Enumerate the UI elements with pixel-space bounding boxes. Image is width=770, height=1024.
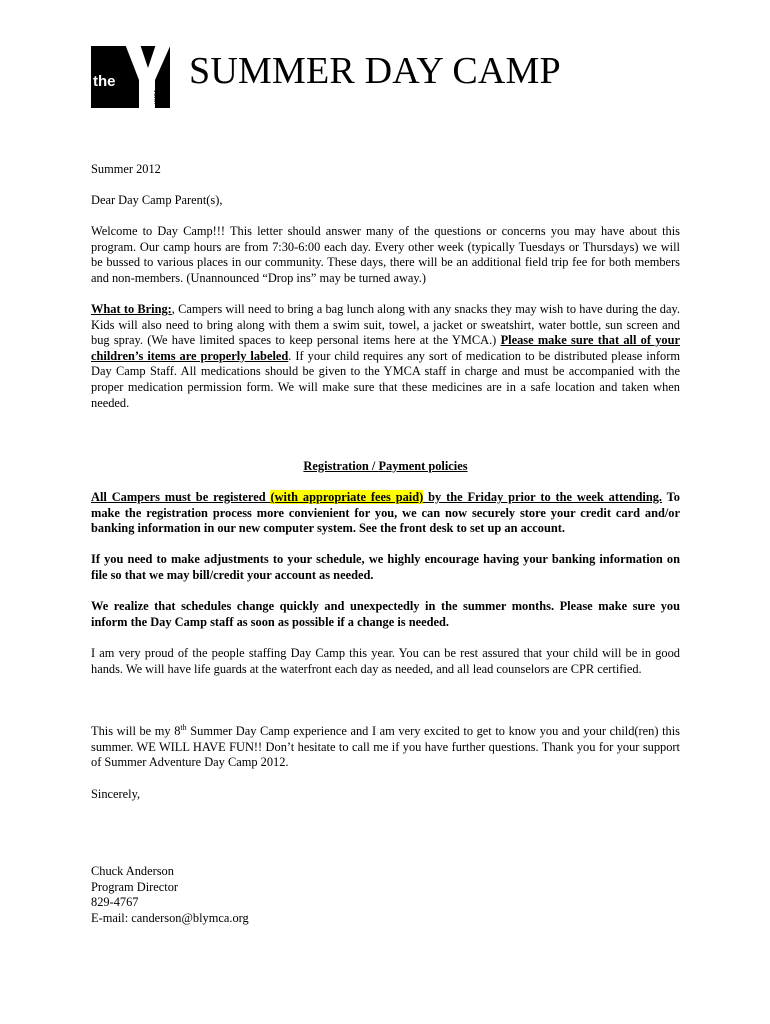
closing-superscript: th [180,722,187,732]
closing-paragraph [91,724,680,771]
medication-text: . If your child requires any sort of medication to be distributed please inform Day Camp Staff. All medications should be given to the YMCA staff in charge and must be accompanied with the proper medication permission form. We will make sure that these medicines are in a safe location and taken when needed. [91,348,681,410]
intro-paragraph [91,224,680,286]
policies-heading: Registration / Payment policies [303,459,468,473]
closing-part1: This will be my 8 [91,724,181,738]
logo-ymca-text: YMCA [154,89,160,104]
signature-block [91,864,680,926]
closing-text [91,724,680,771]
fees-paid-highlight: (with appropriate fees paid) [270,490,424,504]
page-title: SUMMER DAY CAMP [189,50,561,92]
signature-email: E-mail: canderson@blymca.org [91,910,249,925]
signature-role: Program Director [91,879,179,894]
registration-part2: by the Friday prior to the week attending. [423,490,663,504]
staff-text: I am very proud of the people staffing Day Camp this year. You can be rest assured that your child will be in good hands. We will have life guards at the waterfront each day as needed, and all lead counselors are CPR certified. [91,646,680,676]
ymca-logo [91,46,170,108]
letter-date: Summer 2012 [91,162,161,176]
what-to-bring-paragraph [91,302,680,411]
schedule-change-text: We realize that schedules change quickly and unexpectedly in the summer months. Please make sure you inform the Day Camp staff as soon as possible if a change is needed. [91,599,680,629]
registration-deadline [91,490,662,504]
registration-paragraph [91,490,680,537]
registration-text [91,490,680,537]
adjustments-text: If you need to make adjustments to your schedule, we highly encourage having your banking information on file so that we may bill/credit your account as needed. [91,552,680,582]
intro-text: Welcome to Day Camp!!! This letter should answer many of the questions or concerns you may have about this program. Our camp hours are from 7:30-6:00 each day. Every other week (typically Tuesdays or Thursdays) we will be bussed to various places in our community. These days, there will be an additional field trip fee for both members and non-members. (Unannounced “Drop ins” may be turned away.) [91,224,680,285]
what-to-bring-text [91,302,680,411]
ymca-y-icon [91,46,170,108]
registration-part3: To make the registration process more convienient for you, we can now securely store your credit card and/or banking information in our new computer system. See the front desk to set up an account. [91,490,680,536]
logo-the-text: the [93,73,116,90]
signoff: Sincerely, [91,787,141,801]
signature-name: Chuck Anderson [91,864,174,878]
letter-salutation: Dear Day Camp Parent(s), [91,193,223,207]
what-to-bring-heading: What to Bring: [91,302,172,316]
closing-part2: Summer Day Camp experience and I am very excited to get to know you and your child(ren) this summer. WE WILL HAVE FUN!! Don’t hesitate to call me if you have further questions. Thank you for your support of Summer Adventure Day Camp 2012. [91,724,680,770]
what-to-bring-body: , Campers will need to bring a bag lunch along with any snacks they may wish to have during the day. Kids will also need to bring along with them a swim suit, towel, a jacket or sweatshirt, water bottle, sun screen and bug spray. (We have limited spaces to keep personal items here at the YMCA.) [91,302,680,348]
labeled-items-emphasis: Please make sure that all of your children’s items are properly labeled [91,333,681,363]
staff-paragraph [91,646,680,677]
registration-part1: All Campers must be registered [91,490,271,504]
adjustments-paragraph [91,552,680,583]
signature-phone: 829-4767 [91,895,139,910]
schedule-change-paragraph [91,599,680,630]
